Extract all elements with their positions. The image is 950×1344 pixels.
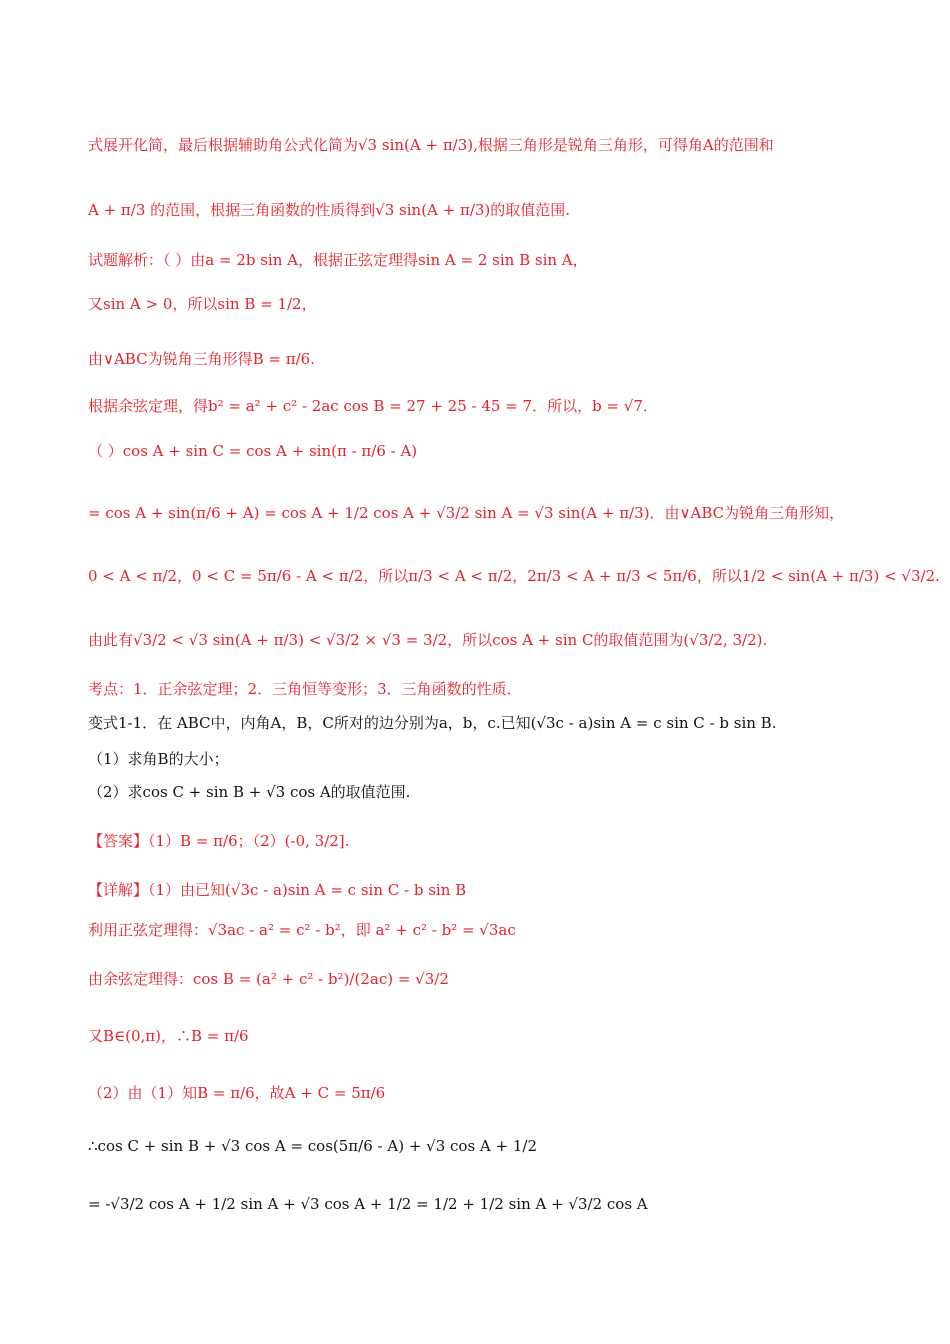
text-line-7: （ ）cos A + sin C = cos A + sin(π - π/6 - A) (88, 442, 418, 460)
text-line-1: 式展开化简，最后根据辅助角公式化简为√3 sin(A + π/3),根据三角形是锐角三角形，可得角A的范围和 (88, 136, 774, 154)
text-line-11: 考点：1．正余弦定理；2．三角恒等变形；3．三角函数的性质． (88, 680, 522, 698)
text-line-5: 由∨ABC为锐角三角形得B = π/6. (88, 350, 315, 368)
text-line-22: = -√3/2 cos A + 1/2 sin A + √3 cos A + 1/2 = 1/2 + 1/2 sin A + √3/2 cos A (88, 1195, 648, 1213)
text-line-21: ∴cos C + sin B + √3 cos A = cos(5π/6 - A) + √3 cos A + 1/2 (88, 1137, 537, 1155)
text-line-17: 利用正弦定理得：√3ac - a² = c² - b²，即 a² + c² - b² = √3ac (88, 921, 516, 939)
text-line-14: （2）求cos C + sin B + √3 cos A的取值范围. (88, 783, 411, 801)
text-line-13: （1）求角B的大小； (88, 750, 229, 768)
text-line-6: 根据余弦定理，得b² = a² + c² - 2ac cos B = 27 + 25 - 45 = 7．所以，b = √7． (88, 397, 658, 415)
text-line-20: （2）由（1）知B = π/6，故A + C = 5π/6 (88, 1084, 386, 1102)
text-line-15: 【答案】（1）B = π/6；（2）(-0, 3/2]. (88, 832, 350, 850)
text-line-19: 又B∈(0,π)，∴B = π/6 (88, 1027, 249, 1045)
text-line-12: 变式1-1．在 ABC中，内角A，B，C所对的边分别为a，b，c.已知(√3c - a)sin A = c sin C - b sin B. (88, 714, 777, 732)
text-line-9: 0 < A < π/2，0 < C = 5π/6 - A < π/2，所以π/3 < A < π/2，2π/3 < A + π/3 < 5π/6，所以1/2 < sin(A + π/3) < √3/2. (88, 567, 940, 585)
text-line-8: = cos A + sin(π/6 + A) = cos A + 1/2 cos A + √3/2 sin A = √3 sin(A + π/3)．由∨ABC为锐角三角形知， (88, 504, 845, 522)
text-line-4: 又sin A > 0，所以sin B = 1/2， (88, 295, 317, 313)
text-line-2: A + π/3 的范围，根据三角函数的性质得到√3 sin(A + π/3)的取值范围. (88, 201, 571, 219)
text-line-16: 【详解】（1）由已知(√3c - a)sin A = c sin C - b sin B (88, 881, 467, 899)
text-line-10: 由此有√3/2 < √3 sin(A + π/3) < √3/2 × √3 = 3/2，所以cos A + sin C的取值范围为(√3/2, 3/2). (88, 631, 768, 649)
text-line-18: 由余弦定理得：cos B = (a² + c² - b²)/(2ac) = √3/2 (88, 970, 449, 988)
text-line-3: 试题解析：（ ）由a = 2b sin A，根据正弦定理得sin A = 2 sin B sin A， (88, 251, 588, 269)
